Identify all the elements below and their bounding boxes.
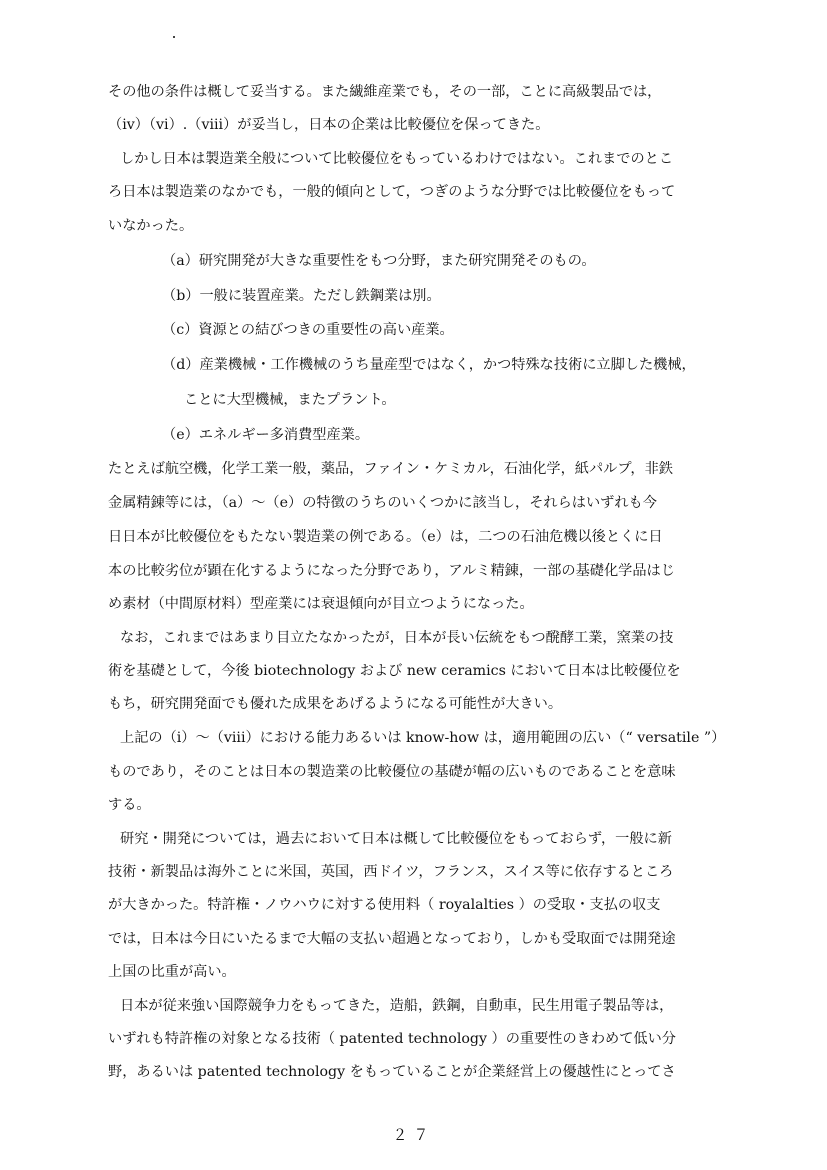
text-line: が大きかった。特許権・ノウハウに対する使用料（ royalalties ）の受取・支払の収支 — [108, 897, 661, 913]
text-line: 術を基礎として，今後 biotechnology および new ceramics において日本は比較優位を — [108, 663, 681, 679]
text-line: め素材（中間原材料）型産業には衰退傾向が目立つようになった。 — [108, 596, 534, 612]
page-number: ２７ — [392, 1126, 435, 1144]
text-line: では，日本は今日にいたるまで大幅の支払い超過となっており，しかも受取面では開発途 — [108, 931, 676, 947]
text-line: ろ日本は製造業のなかでも，一般的傾向として，つぎのような分野では比較優位をもって — [108, 184, 676, 200]
text-line: 本の比較劣位が顕在化するようになった分野であり，アルミ精錬，一部の基礎化学品はじ — [108, 563, 675, 579]
list-item-d: （d）産業機械・工作機械のうち量産型ではなく，かつ特殊な技術に立脚した機械， — [162, 357, 696, 373]
list-item-e: （e）エネルギー多消費型産業。 — [162, 427, 370, 443]
text-line: 上記の（i）～（viii）における能力あるいは know-how は，適用範囲の広い（“ versatile ”） — [120, 730, 726, 746]
text-line: 技術・新製品は海外ことに米国，英国，西ドイツ，フランス，スイス等に依存するところ — [108, 864, 674, 880]
list-item-b: （b）一般に装置産業。ただし鉄鋼業は別。 — [162, 288, 441, 304]
text-line: いなかった。 — [108, 218, 194, 234]
text-line: しかし日本は製造業全般について比較優位をもっているわけではない。これまでのとこ — [120, 151, 674, 167]
text-line: なお，これまではあまり目立たなかったが，日本が長い伝統をもつ醗酵工業，窯業の技 — [120, 630, 674, 646]
text-line: たとえば航空機，化学工業一般，薬品，ファイン・ケミカル，石油化学，紙パルプ，非鉄 — [108, 461, 673, 477]
text-line: 研究・開発については，過去において日本は概して比較優位をもっておらず，一般に新 — [120, 831, 672, 847]
text-line: 野，あるいは patented technology をもっていることが企業経営上の優越性にとってさ — [108, 1064, 676, 1080]
text-line: （iv）（vi）.（viii）が妥当し，日本の企業は比較優位を保ってきた。 — [108, 117, 550, 133]
text-line: もち，研究開発面でも優れた成果をあげるようになる可能性が大きい。 — [108, 696, 563, 712]
text-line: その他の条件は概して妥当する。また繊維産業でも，その一部，ことに高級製品では， — [108, 84, 662, 100]
list-item-d-continued: ことに大型機械，またプラント。 — [184, 392, 396, 408]
list-item-c: （c）資源との結びつきの重要性の高い産業。 — [162, 322, 454, 338]
text-line: する。 — [108, 797, 151, 813]
scan-speck — [173, 36, 175, 38]
list-item-a: （a）研究開発が大きな重要性をもつ分野，また研究開発そのもの。 — [162, 253, 596, 269]
text-line: ものであり，そのことは日本の製造業の比較優位の基礎が幅の広いものであることを意味 — [108, 764, 676, 780]
text-line: 日本が従来強い国際競争力をもってきた，造船，鉄鋼，自動車，民生用電子製品等は， — [120, 998, 674, 1014]
text-line: 日日本が比較優位をもたない製造業の例である。（e）は，二つの石油危機以後とくに日 — [108, 529, 663, 545]
text-line: 上国の比重が高い。 — [108, 964, 236, 980]
text-line: 金属精錬等には，（a）～（e）の特徴のうちのいくつかに該当し，それらはいずれも今 — [108, 495, 657, 511]
text-line: いずれも特許権の対象となる技術（ patented technology ）の重要性のきわめて低い分 — [108, 1031, 676, 1047]
